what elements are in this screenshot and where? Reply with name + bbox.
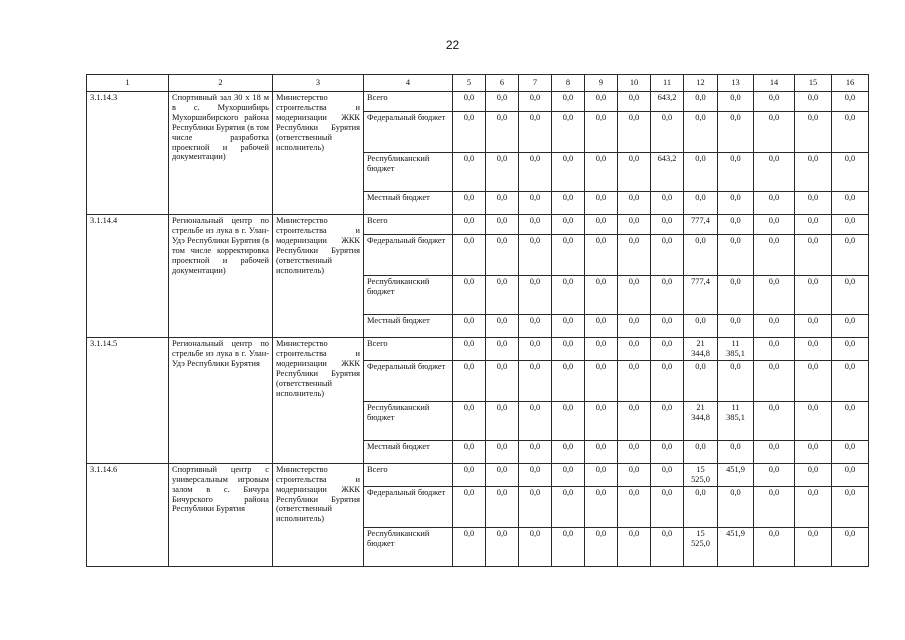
amount-cell: 0,0	[486, 235, 519, 276]
amount-cell: 0,0	[651, 527, 684, 566]
amount-cell: 0,0	[519, 315, 552, 338]
funding-source: Республиканский бюджет	[364, 276, 453, 315]
amount-cell: 0,0	[453, 92, 486, 112]
amount-cell: 0,0	[585, 360, 618, 401]
amount-cell: 0,0	[486, 92, 519, 112]
amount-cell: 0,0	[519, 463, 552, 486]
amount-cell: 0,0	[832, 527, 869, 566]
amount-cell: 0,0	[651, 338, 684, 361]
amount-cell: 0,0	[718, 153, 754, 192]
amount-cell: 0,0	[651, 192, 684, 215]
measure-code: 3.1.14.3	[87, 92, 169, 215]
measure-executor: Министерство строительства и модернизации ЖКК Республики Бурятия (ответственный исполнитель)	[273, 92, 364, 215]
amount-cell: 0,0	[618, 276, 651, 315]
amount-cell: 0,0	[486, 215, 519, 235]
amount-cell: 0,0	[795, 401, 832, 440]
amount-cell: 0,0	[552, 276, 585, 315]
amount-cell: 0,0	[684, 440, 718, 463]
amount-cell: 0,0	[832, 486, 869, 527]
amount-cell: 643,2	[651, 92, 684, 112]
funding-source: Республиканский бюджет	[364, 401, 453, 440]
amount-cell: 0,0	[519, 235, 552, 276]
amount-cell: 0,0	[618, 315, 651, 338]
funding-source: Всего	[364, 92, 453, 112]
amount-cell: 0,0	[832, 235, 869, 276]
amount-cell: 0,0	[552, 235, 585, 276]
amount-cell: 0,0	[519, 112, 552, 153]
measure-description: Региональный центр по стрельбе из лука в г. Улан-Удэ Республики Бурятия	[169, 338, 273, 464]
amount-cell: 0,0	[718, 192, 754, 215]
amount-cell: 0,0	[453, 112, 486, 153]
funding-source: Местный бюджет	[364, 315, 453, 338]
amount-cell: 0,0	[684, 92, 718, 112]
amount-cell: 0,0	[618, 92, 651, 112]
amount-cell: 0,0	[519, 360, 552, 401]
amount-cell: 0,0	[552, 527, 585, 566]
amount-cell: 0,0	[486, 338, 519, 361]
column-number: 8	[552, 75, 585, 92]
budget-table	[86, 74, 869, 567]
amount-cell: 0,0	[585, 315, 618, 338]
amount-cell: 0,0	[552, 486, 585, 527]
amount-cell: 0,0	[453, 215, 486, 235]
amount-cell: 0,0	[832, 401, 869, 440]
amount-cell: 0,0	[795, 215, 832, 235]
amount-cell: 0,0	[718, 235, 754, 276]
amount-cell: 0,0	[754, 401, 795, 440]
column-number: 7	[519, 75, 552, 92]
amount-cell: 0,0	[651, 112, 684, 153]
amount-cell: 0,0	[795, 153, 832, 192]
amount-cell: 0,0	[795, 527, 832, 566]
amount-cell: 0,0	[832, 463, 869, 486]
measure-executor: Министерство строительства и модернизации ЖКК Республики Бурятия (ответственный исполнитель)	[273, 215, 364, 338]
amount-cell: 0,0	[651, 215, 684, 235]
amount-cell: 0,0	[795, 440, 832, 463]
funding-source: Федеральный бюджет	[364, 486, 453, 527]
amount-cell: 0,0	[552, 153, 585, 192]
amount-cell: 0,0	[519, 338, 552, 361]
amount-cell: 0,0	[832, 112, 869, 153]
amount-cell: 0,0	[585, 401, 618, 440]
amount-cell: 0,0	[453, 527, 486, 566]
amount-cell: 0,0	[585, 112, 618, 153]
amount-cell: 0,0	[453, 463, 486, 486]
amount-cell: 0,0	[754, 440, 795, 463]
amount-cell: 0,0	[519, 276, 552, 315]
amount-cell: 0,0	[684, 360, 718, 401]
amount-cell: 0,0	[832, 215, 869, 235]
amount-cell: 0,0	[754, 315, 795, 338]
measure-code: 3.1.14.5	[87, 338, 169, 464]
amount-cell: 0,0	[754, 192, 795, 215]
amount-cell: 0,0	[651, 463, 684, 486]
amount-cell: 0,0	[552, 338, 585, 361]
amount-cell: 0,0	[486, 276, 519, 315]
amount-cell: 0,0	[754, 153, 795, 192]
amount-cell: 0,0	[552, 440, 585, 463]
column-number: 3	[273, 75, 364, 92]
amount-cell: 0,0	[585, 440, 618, 463]
amount-cell: 0,0	[651, 235, 684, 276]
column-number: 16	[832, 75, 869, 92]
measure-executor: Министерство строительства и модернизации ЖКК Республики Бурятия (ответственный исполнитель)	[273, 338, 364, 464]
amount-cell: 0,0	[519, 401, 552, 440]
column-number: 9	[585, 75, 618, 92]
amount-cell: 0,0	[453, 315, 486, 338]
amount-cell: 0,0	[486, 486, 519, 527]
amount-cell: 0,0	[618, 153, 651, 192]
funding-source: Федеральный бюджет	[364, 235, 453, 276]
amount-cell: 0,0	[519, 153, 552, 192]
amount-cell: 0,0	[552, 401, 585, 440]
amount-cell: 0,0	[795, 192, 832, 215]
amount-cell: 0,0	[684, 235, 718, 276]
amount-cell: 0,0	[618, 440, 651, 463]
amount-cell: 0,0	[585, 215, 618, 235]
amount-cell: 0,0	[585, 92, 618, 112]
amount-cell: 0,0	[684, 192, 718, 215]
funding-source: Местный бюджет	[364, 440, 453, 463]
amount-cell: 0,0	[585, 527, 618, 566]
amount-cell: 0,0	[618, 360, 651, 401]
amount-cell: 0,0	[585, 338, 618, 361]
amount-cell: 451,9	[718, 463, 754, 486]
column-number: 5	[453, 75, 486, 92]
amount-cell: 0,0	[651, 315, 684, 338]
funding-source: Всего	[364, 463, 453, 486]
amount-cell: 0,0	[795, 338, 832, 361]
column-number: 15	[795, 75, 832, 92]
amount-cell: 0,0	[651, 486, 684, 527]
amount-cell: 643,2	[651, 153, 684, 192]
amount-cell: 0,0	[453, 235, 486, 276]
amount-cell: 777,4	[684, 276, 718, 315]
amount-cell: 0,0	[651, 440, 684, 463]
amount-cell: 0,0	[453, 338, 486, 361]
amount-cell: 0,0	[486, 192, 519, 215]
amount-cell: 0,0	[519, 215, 552, 235]
funding-source: Федеральный бюджет	[364, 112, 453, 153]
amount-cell: 0,0	[754, 338, 795, 361]
amount-cell: 0,0	[718, 215, 754, 235]
column-header-row	[87, 75, 869, 92]
amount-cell: 0,0	[519, 92, 552, 112]
column-number: 10	[618, 75, 651, 92]
amount-cell: 0,0	[795, 276, 832, 315]
amount-cell: 0,0	[718, 276, 754, 315]
measure-description: Спортивный центр с универсальным игровым залом в с. Бичура Бичурского района Республики Бурятия	[169, 463, 273, 566]
table-row	[87, 463, 869, 486]
amount-cell: 0,0	[585, 486, 618, 527]
amount-cell: 0,0	[754, 463, 795, 486]
amount-cell: 0,0	[585, 153, 618, 192]
amount-cell: 0,0	[519, 192, 552, 215]
amount-cell: 777,4	[684, 215, 718, 235]
funding-source: Всего	[364, 215, 453, 235]
amount-cell: 15 525,0	[684, 527, 718, 566]
amount-cell: 0,0	[795, 92, 832, 112]
amount-cell: 0,0	[795, 463, 832, 486]
amount-cell: 0,0	[453, 401, 486, 440]
amount-cell: 0,0	[486, 401, 519, 440]
funding-source: Республиканский бюджет	[364, 153, 453, 192]
amount-cell: 0,0	[832, 440, 869, 463]
amount-cell: 0,0	[486, 527, 519, 566]
amount-cell: 0,0	[795, 486, 832, 527]
amount-cell: 0,0	[718, 315, 754, 338]
amount-cell: 0,0	[684, 153, 718, 192]
amount-cell: 0,0	[754, 360, 795, 401]
amount-cell: 0,0	[552, 463, 585, 486]
amount-cell: 0,0	[754, 527, 795, 566]
amount-cell: 0,0	[754, 276, 795, 315]
column-number: 12	[684, 75, 718, 92]
amount-cell: 0,0	[754, 92, 795, 112]
column-number: 11	[651, 75, 684, 92]
amount-cell: 0,0	[453, 440, 486, 463]
measure-code: 3.1.14.4	[87, 215, 169, 338]
amount-cell: 0,0	[552, 192, 585, 215]
amount-cell: 0,0	[519, 440, 552, 463]
amount-cell: 0,0	[618, 527, 651, 566]
amount-cell: 451,9	[718, 527, 754, 566]
amount-cell: 0,0	[585, 463, 618, 486]
amount-cell: 0,0	[453, 486, 486, 527]
amount-cell: 0,0	[552, 112, 585, 153]
funding-source: Местный бюджет	[364, 192, 453, 215]
amount-cell: 0,0	[718, 92, 754, 112]
table-body	[87, 75, 869, 567]
amount-cell: 0,0	[832, 192, 869, 215]
amount-cell: 0,0	[486, 112, 519, 153]
amount-cell: 0,0	[684, 112, 718, 153]
amount-cell: 0,0	[453, 153, 486, 192]
measure-code: 3.1.14.6	[87, 463, 169, 566]
amount-cell: 0,0	[552, 92, 585, 112]
amount-cell: 0,0	[585, 276, 618, 315]
amount-cell: 0,0	[754, 112, 795, 153]
amount-cell: 0,0	[832, 92, 869, 112]
measure-description: Региональный центр по стрельбе из лука в г. Улан-Удэ Республики Бурятия (в том числе корректировка проектной и рабочей документации)	[169, 215, 273, 338]
amount-cell: 11 385,1	[718, 338, 754, 361]
amount-cell: 0,0	[552, 215, 585, 235]
amount-cell: 0,0	[618, 112, 651, 153]
column-number: 6	[486, 75, 519, 92]
amount-cell: 0,0	[618, 192, 651, 215]
amount-cell: 0,0	[651, 276, 684, 315]
amount-cell: 0,0	[795, 360, 832, 401]
amount-cell: 0,0	[718, 360, 754, 401]
amount-cell: 0,0	[832, 360, 869, 401]
amount-cell: 0,0	[754, 486, 795, 527]
amount-cell: 0,0	[684, 486, 718, 527]
amount-cell: 0,0	[519, 527, 552, 566]
amount-cell: 0,0	[552, 360, 585, 401]
column-number: 1	[87, 75, 169, 92]
amount-cell: 0,0	[718, 112, 754, 153]
amount-cell: 0,0	[832, 153, 869, 192]
amount-cell: 0,0	[618, 401, 651, 440]
amount-cell: 0,0	[795, 315, 832, 338]
table-row	[87, 338, 869, 361]
column-number: 4	[364, 75, 453, 92]
column-number: 13	[718, 75, 754, 92]
amount-cell: 0,0	[651, 401, 684, 440]
amount-cell: 21 344,8	[684, 401, 718, 440]
amount-cell: 0,0	[618, 486, 651, 527]
amount-cell: 0,0	[795, 235, 832, 276]
amount-cell: 15 525,0	[684, 463, 718, 486]
amount-cell: 0,0	[618, 235, 651, 276]
amount-cell: 0,0	[832, 276, 869, 315]
amount-cell: 11 385,1	[718, 401, 754, 440]
funding-source: Федеральный бюджет	[364, 360, 453, 401]
amount-cell: 0,0	[684, 315, 718, 338]
amount-cell: 0,0	[618, 338, 651, 361]
amount-cell: 0,0	[618, 463, 651, 486]
measure-executor: Министерство строительства и модернизации ЖКК Республики Бурятия (ответственный исполнитель)	[273, 463, 364, 566]
amount-cell: 0,0	[754, 235, 795, 276]
amount-cell: 0,0	[552, 315, 585, 338]
amount-cell: 0,0	[486, 315, 519, 338]
table-row	[87, 215, 869, 235]
amount-cell: 0,0	[486, 463, 519, 486]
column-number: 14	[754, 75, 795, 92]
column-number: 2	[169, 75, 273, 92]
table-row	[87, 92, 869, 112]
funding-source: Республиканский бюджет	[364, 527, 453, 566]
amount-cell: 0,0	[832, 338, 869, 361]
amount-cell: 0,0	[453, 360, 486, 401]
amount-cell: 0,0	[651, 360, 684, 401]
page-number: 22	[445, 38, 460, 52]
amount-cell: 0,0	[486, 153, 519, 192]
amount-cell: 0,0	[585, 192, 618, 215]
amount-cell: 0,0	[486, 360, 519, 401]
amount-cell: 21 344,8	[684, 338, 718, 361]
amount-cell: 0,0	[453, 192, 486, 215]
amount-cell: 0,0	[618, 215, 651, 235]
amount-cell: 0,0	[795, 112, 832, 153]
amount-cell: 0,0	[519, 486, 552, 527]
amount-cell: 0,0	[718, 440, 754, 463]
amount-cell: 0,0	[754, 215, 795, 235]
funding-source: Всего	[364, 338, 453, 361]
amount-cell: 0,0	[453, 276, 486, 315]
amount-cell: 0,0	[585, 235, 618, 276]
amount-cell: 0,0	[832, 315, 869, 338]
amount-cell: 0,0	[486, 440, 519, 463]
measure-description: Спортивный зал 30 х 18 м в с. Мухоршибирь Мухоршибирского района Республики Бурятия (в том числе разработка проектной и рабочей документации)	[169, 92, 273, 215]
amount-cell: 0,0	[718, 486, 754, 527]
